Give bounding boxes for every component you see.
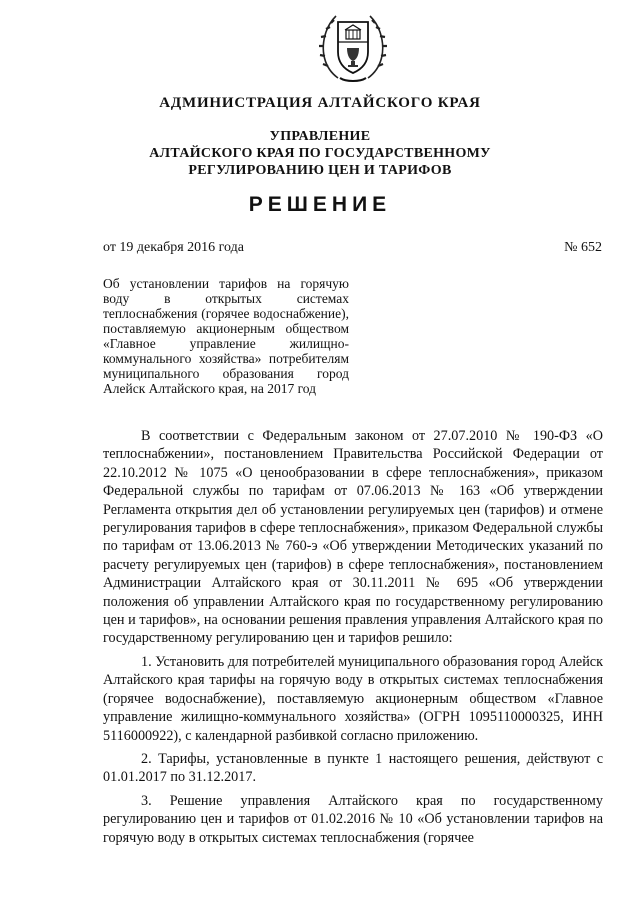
item-3-paragraph: 3. Решение управления Алтайского края по государственному регулированию цен и тарифов от 01.02.2016 № 10 «Об установлении тарифов на горячую воду в открытых системах теплоснабжения (горячее [103,792,603,846]
department-line-2: АЛТАЙСКОГО КРАЯ ПО ГОСУДАРСТВЕННОМУ [149,146,491,161]
decision-date: от 19 декабря 2016 года [103,240,244,255]
department-name [0,128,640,179]
administration-title: АДМИНИСТРАЦИЯ АЛТАЙСКОГО КРАЯ [159,95,481,111]
decision-body [103,427,603,847]
document-type-heading: РЕШЕНИЕ [248,193,392,216]
decision-subject: Об установлении тарифов на горячую воду в открытых системах теплоснабжения (горячее водоснабжение), поставляемую акционерным обществом «Главное управление жилищно-коммунального хозяйства» потребителям муниципального образования город Алейск Алтайского края, на 2017 год [103,276,349,396]
altai-krai-coat-of-arms-icon [316,6,390,84]
preamble-paragraph: В соответствии с Федеральным законом от 27.07.2010 № 190-ФЗ «О теплоснабжении», постановлением Правительства Российской Федерации от 22.10.2012 № 1075 «О ценообразовании в сфере теплоснабжения», приказом Федеральной службы по тарифам от 07.06.2013 № 163 «Об утверждении Регламента открытия дел об установлении регулируемых цен (тарифов) и отмене регулирования тарифов в сфере теплоснабжения», приказом Федеральной службы по тарифам от 13.06.2013 № 760-э «Об утверждении Методических указаний по расчету регулируемых цен (тарифов) в сфере теплоснабжения», постановлением Администрации Алтайского края от 30.11.2011 № 695 «Об утверждении положения об управлении Алтайского края по государственному регулированию цен и тарифов», на основании решения правления управления Алтайского края по государственному регулированию цен и тарифов решило: [103,428,603,647]
decision-number: № 652 [564,240,602,255]
item-1-paragraph: 1. Установить для потребителей муниципального образования город Алейск Алтайского края тарифы на горячую воду в открытых системах теплоснабжения (горячее водоснабжение), поставляемую акционерным обществом «Главное управление жилищно-коммунального хозяйства» (ОГРН 1095110000325, ИНН 5116000922), с календарной разбивкой согласно приложению. [103,653,603,744]
item-2-paragraph: 2. Тарифы, установленные в пункте 1 настоящего решения, действуют с 01.01.2017 по 31.12.2017. [103,750,603,786]
department-line-1: УПРАВЛЕНИЕ [269,129,371,144]
department-line-3: РЕГУЛИРОВАНИЮ ЦЕН И ТАРИФОВ [188,163,452,178]
